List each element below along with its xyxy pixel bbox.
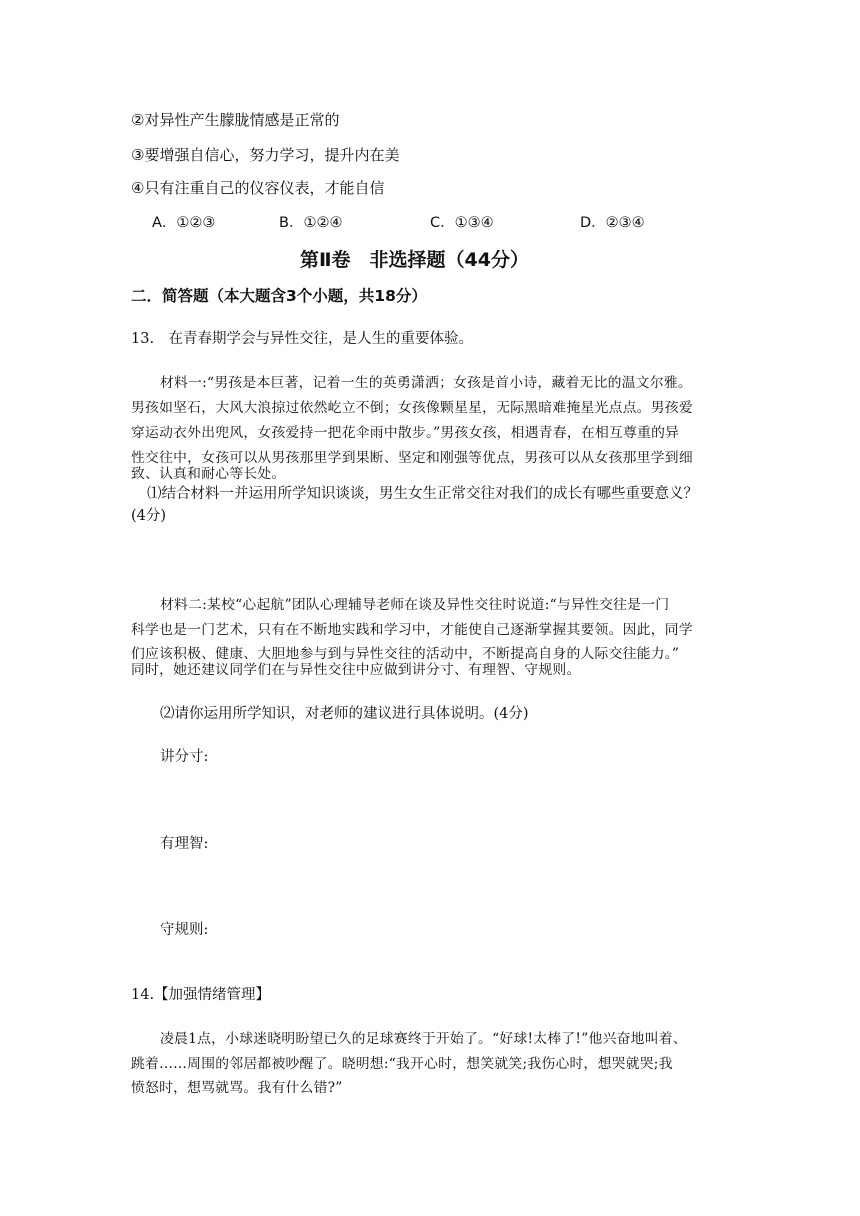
statement-4: ④只有注重自己的仪容仪表，才能自信 — [131, 179, 385, 197]
material-1-line: 男孩如坚石，大风大浪掠过依然屹立不倒；女孩像颗星星，无际黑暗难掩星光点点。男孩爱 — [131, 400, 693, 416]
section-heading: 二．简答题（本大题含3个小题，共18分） — [131, 287, 427, 305]
answer-label-fenchun: 讲分寸: — [160, 749, 209, 765]
statement-2: ②对异性产生朦胧情感是正常的 — [131, 111, 340, 129]
sub-question-1-score: (4分) — [131, 508, 167, 524]
material-2-line: 同时，她还建议同学们在与异性交往中应做到讲分寸、有理智、守规则。 — [131, 662, 581, 678]
question-13-stem: 13. 在青春期学会与异性交往，是人生的重要体验。 — [131, 331, 474, 347]
story-line: 愤怒时，想骂就骂。我有什么错?” — [131, 1080, 343, 1096]
material-1-line: 材料一:“男孩是本巨著，记着一生的英勇潇洒；女孩是首小诗，藏着无比的温文尔雅。 — [160, 375, 692, 391]
material-1-line: 致、认真和耐心等长处。 — [131, 466, 286, 482]
option-a: A．①②③ — [152, 215, 216, 231]
statement-3: ③要增强自信心，努力学习，提升内在美 — [131, 146, 400, 164]
sub-question-2: ⑵请你运用所学知识，对老师的建议进行具体说明。(4分) — [160, 706, 529, 722]
option-b: B．①②④ — [279, 215, 343, 231]
option-d: D．②③④ — [580, 215, 645, 231]
material-2-line: 材料二:某校“心起航”团队心理辅导老师在谈及异性交往时说道:“与异性交往是一门 — [160, 597, 670, 613]
story-line: 凌晨1点，小球迷晓明盼望已久的足球赛终于开始了。“好球!太棒了!”他兴奋地叫着、 — [160, 1031, 687, 1047]
option-c: C．①③④ — [430, 215, 494, 231]
material-2-line: 科学也是一门艺术，只有在不断地实践和学习中，才能使自己逐渐掌握其要领。因此，同学 — [131, 622, 693, 638]
story-line: 跳着……周围的邻居都被吵醒了。晓明想:“我开心时，想笑就笑;我伤心时，想哭就哭;我 — [131, 1056, 673, 1072]
sub-question-1: ⑴结合材料一并运用所学知识谈谈，男生女生正常交往对我们的成长有哪些重要意义？ — [147, 486, 698, 502]
material-1-line: 性交往中，女孩可以从男孩那里学到果断、坚定和刚强等优点，男孩可以从女孩那里学到细 — [131, 450, 693, 466]
part-title: 第Ⅱ卷 非选择题（44分） — [300, 249, 529, 271]
answer-label-guize: 守规则: — [160, 922, 209, 938]
material-2-line: 们应该积极、健康、大胆地参与到与异性交往的活动中，不断提高自身的人际交往能力。” — [131, 646, 680, 662]
material-1-line: 穿运动衣外出兜风，女孩爱持一把花伞雨中散步。”男孩女孩，相遇青春，在相互尊重的异 — [131, 425, 680, 441]
answer-label-lizhi: 有理智: — [160, 836, 209, 852]
question-14-heading: 14.【加强情绪管理】 — [131, 987, 271, 1003]
